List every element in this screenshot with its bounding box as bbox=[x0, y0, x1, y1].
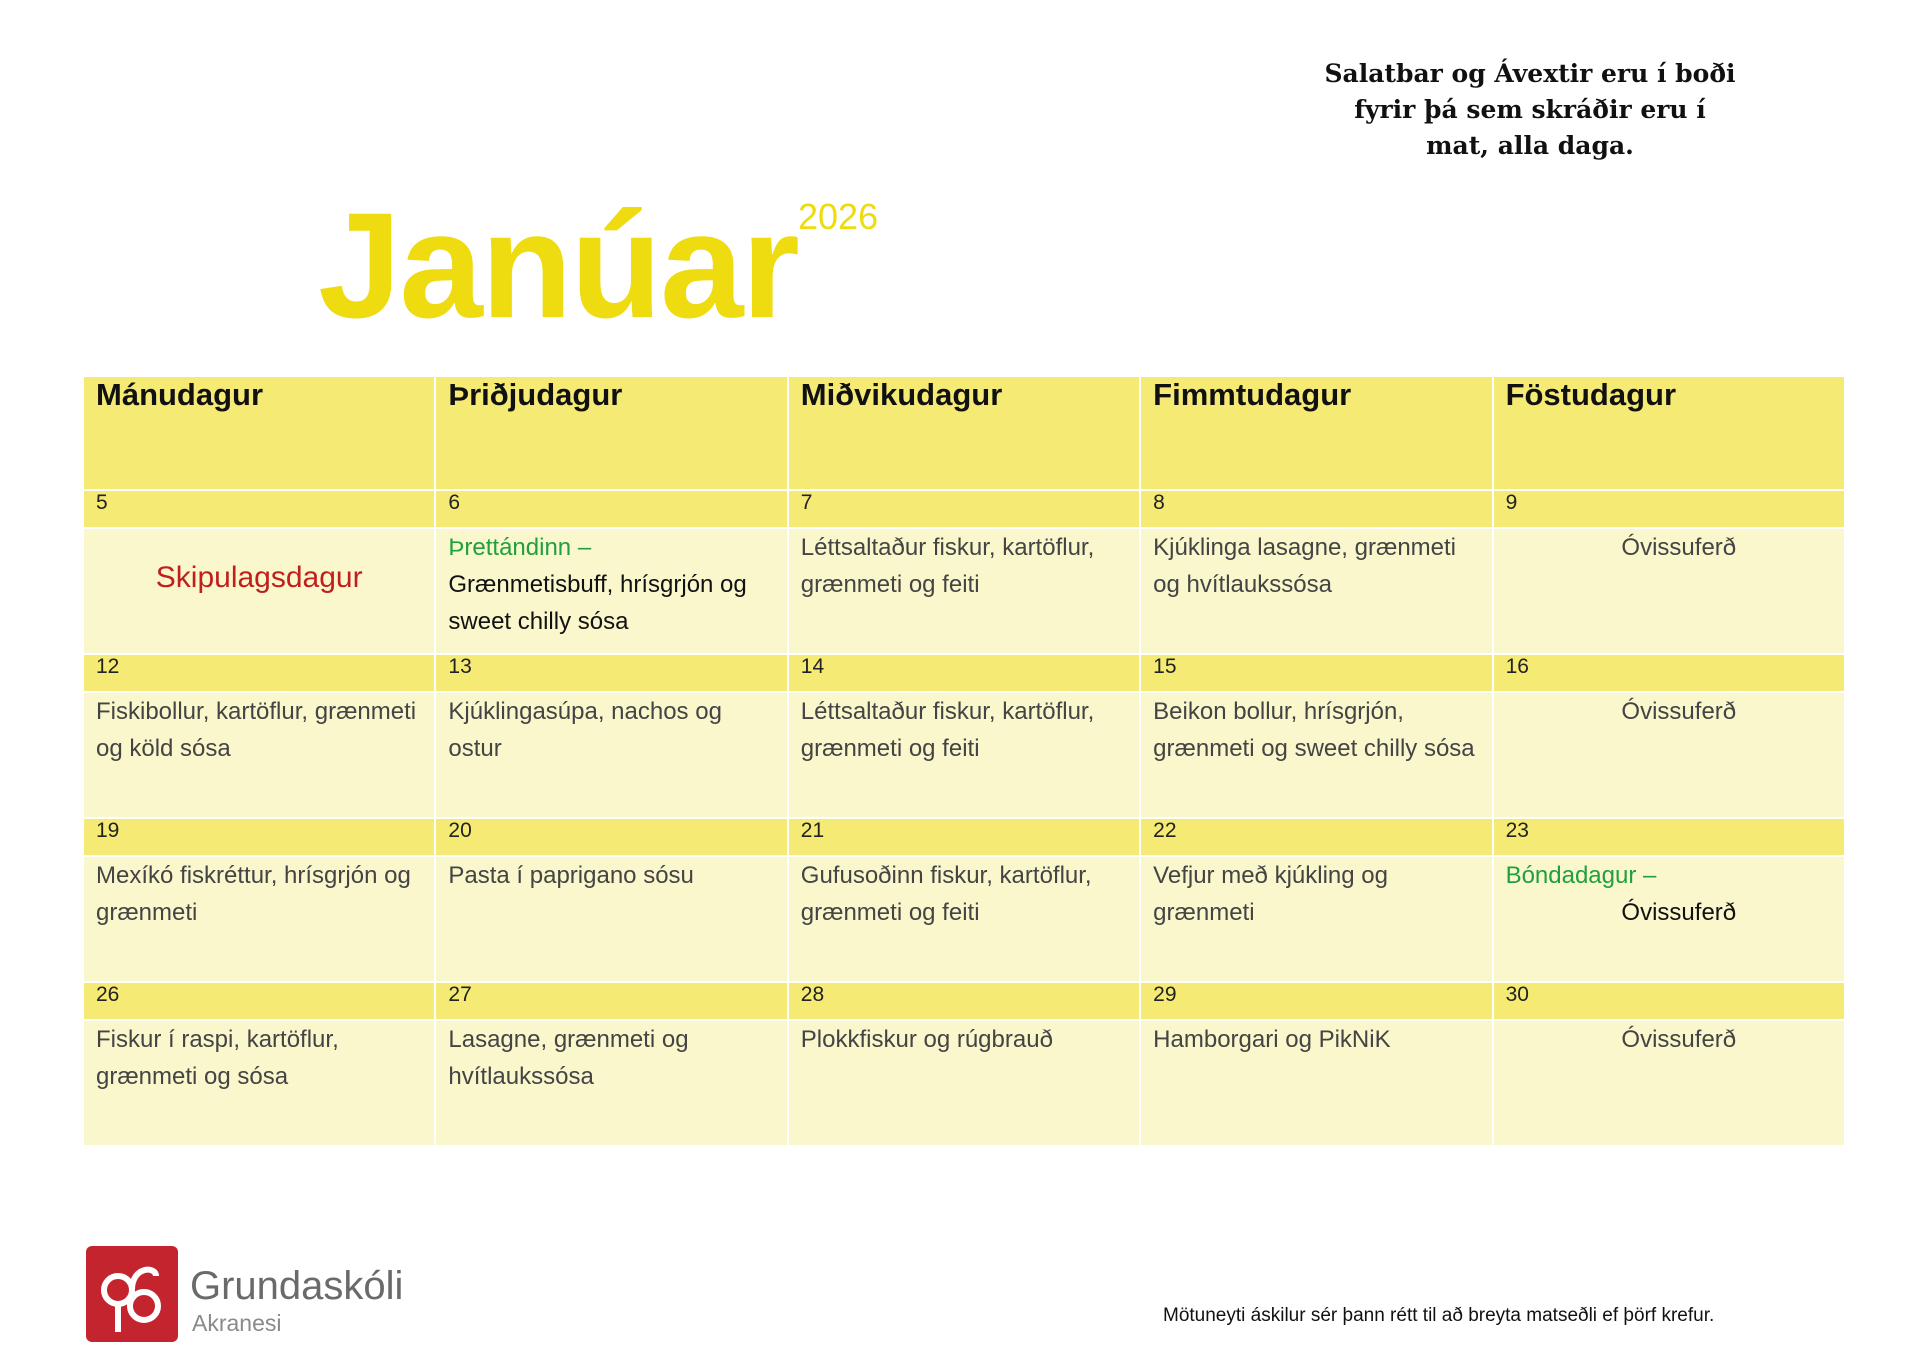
menu-item: Léttsaltaður fiskur, kartöflur, grænmeti og feiti bbox=[800, 698, 1095, 762]
weekday-monday: Mánudagur bbox=[83, 376, 435, 490]
date-cell: 7 bbox=[788, 490, 1140, 528]
date-cell: 30 bbox=[1493, 982, 1845, 1020]
school-town: Akranesi bbox=[192, 1310, 282, 1336]
date-row bbox=[83, 490, 1845, 528]
date-row bbox=[83, 982, 1845, 1020]
notice-line-3: mat, alla daga. bbox=[1426, 131, 1634, 160]
menu-row bbox=[83, 1020, 1845, 1146]
weekday-friday: Föstudagur bbox=[1493, 376, 1845, 490]
menu-item: Plokkfiskur og rúgbrauð bbox=[800, 1026, 1053, 1053]
menu-item: Kjúklinga lasagne, grænmeti og hvítlaukssósa bbox=[1153, 534, 1457, 598]
menu-item: Pasta í paprigano sósu bbox=[448, 862, 694, 889]
menu-item: Grænmetisbuff, hrísgrjón og sweet chilly sósa bbox=[448, 571, 747, 635]
menu-item: Óvissuferð bbox=[1621, 1026, 1737, 1053]
date-cell: 23 bbox=[1493, 818, 1845, 856]
holiday-note: Þrettándinn – bbox=[448, 534, 592, 561]
date-cell: 9 bbox=[1493, 490, 1845, 528]
date-cell: 16 bbox=[1493, 654, 1845, 692]
date-cell: 21 bbox=[788, 818, 1140, 856]
menu-cell bbox=[435, 692, 787, 818]
menu-cell bbox=[435, 528, 787, 654]
date-cell: 20 bbox=[435, 818, 787, 856]
date-cell: 28 bbox=[788, 982, 1140, 1020]
menu-cell bbox=[1140, 856, 1492, 982]
menu-cell bbox=[83, 528, 435, 654]
date-cell: 26 bbox=[83, 982, 435, 1020]
date-cell: 22 bbox=[1140, 818, 1492, 856]
menu-cell bbox=[83, 1020, 435, 1146]
menu-calendar bbox=[82, 375, 1846, 1147]
menu-cell bbox=[788, 856, 1140, 982]
planning-day-label: Skipulagsdagur bbox=[155, 561, 363, 594]
disclaimer: Mötuneyti áskilur sér þann rétt til að breyta matseðli ef þörf krefur. bbox=[1163, 1305, 1715, 1326]
menu-item: Vefjur með kjúkling og grænmeti bbox=[1153, 862, 1388, 926]
date-cell: 14 bbox=[788, 654, 1140, 692]
date-cell: 6 bbox=[435, 490, 787, 528]
holiday-note: Bóndadagur – bbox=[1505, 862, 1657, 889]
menu-item: Beikon bollur, hrísgrjón, grænmeti og sweet chilly sósa bbox=[1153, 698, 1475, 762]
menu-cell bbox=[83, 856, 435, 982]
menu-item: Léttsaltaður fiskur, kartöflur, grænmeti og feiti bbox=[800, 534, 1095, 598]
month-title: Janúar bbox=[318, 181, 798, 349]
menu-cell bbox=[788, 1020, 1140, 1146]
menu-row bbox=[83, 692, 1845, 818]
weekday-tuesday: Þriðjudagur bbox=[435, 376, 787, 490]
menu-row bbox=[83, 856, 1845, 982]
date-cell: 29 bbox=[1140, 982, 1492, 1020]
menu-cell bbox=[1140, 692, 1492, 818]
menu-item: Lasagne, grænmeti og hvítlaukssósa bbox=[448, 1026, 689, 1090]
notice-line-2: fyrir þá sem skráðir eru í bbox=[1354, 95, 1706, 124]
date-cell: 19 bbox=[83, 818, 435, 856]
menu-cell bbox=[1140, 1020, 1492, 1146]
menu-item: Gufusoðinn fiskur, kartöflur, grænmeti og feiti bbox=[800, 862, 1092, 926]
year-label: 2026 bbox=[798, 196, 879, 237]
menu-item: Fiskibollur, kartöflur, grænmeti og köld sósa bbox=[96, 698, 417, 762]
notice-line-1: Salatbar og Ávextir eru í boði bbox=[1324, 59, 1736, 88]
weekday-thursday: Fimmtudagur bbox=[1140, 376, 1492, 490]
school-name: Grundaskóli bbox=[190, 1264, 404, 1308]
menu-cell bbox=[1493, 856, 1845, 982]
menu-item: Óvissuferð bbox=[1621, 899, 1737, 926]
menu-cell bbox=[1140, 528, 1492, 654]
date-row bbox=[83, 818, 1845, 856]
menu-cell bbox=[1493, 692, 1845, 818]
salad-bar-notice bbox=[1310, 56, 1750, 164]
weekday-header-row bbox=[83, 376, 1845, 490]
date-row bbox=[83, 654, 1845, 692]
weekday-wednesday: Miðvikudagur bbox=[788, 376, 1140, 490]
menu-cell bbox=[1493, 1020, 1845, 1146]
menu-item: Hamborgari og PikNiK bbox=[1153, 1026, 1391, 1053]
menu-item: Kjúklingasúpa, nachos og ostur bbox=[448, 698, 722, 762]
menu-item: Mexíkó fiskréttur, hrísgrjón og grænmeti bbox=[96, 862, 411, 926]
menu-item: Óvissuferð bbox=[1621, 534, 1737, 561]
date-cell: 8 bbox=[1140, 490, 1492, 528]
menu-cell bbox=[788, 692, 1140, 818]
date-cell: 12 bbox=[83, 654, 435, 692]
menu-row bbox=[83, 528, 1845, 654]
menu-cell bbox=[83, 692, 435, 818]
date-cell: 5 bbox=[83, 490, 435, 528]
menu-cell bbox=[435, 1020, 787, 1146]
date-cell: 13 bbox=[435, 654, 787, 692]
menu-cell bbox=[788, 528, 1140, 654]
menu-cell bbox=[435, 856, 787, 982]
menu-item: Fiskur í raspi, kartöflur, grænmeti og sósa bbox=[96, 1026, 339, 1090]
menu-item: Óvissuferð bbox=[1621, 698, 1737, 725]
menu-cell bbox=[1493, 528, 1845, 654]
date-cell: 27 bbox=[435, 982, 787, 1020]
date-cell: 15 bbox=[1140, 654, 1492, 692]
school-logo-icon bbox=[86, 1246, 178, 1342]
